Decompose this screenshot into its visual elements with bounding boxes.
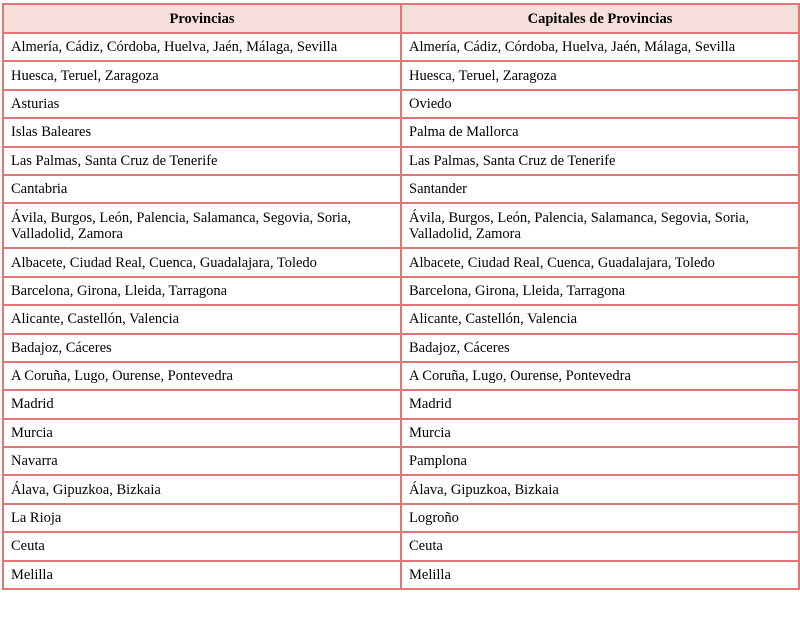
province-cell: A Coruña, Lugo, Ourense, Pontevedra bbox=[3, 362, 401, 390]
province-cell: Alicante, Castellón, Valencia bbox=[3, 305, 401, 333]
table-row bbox=[3, 61, 799, 89]
province-cell: La Rioja bbox=[3, 504, 401, 532]
table-row bbox=[3, 561, 799, 589]
province-cell: Almería, Cádiz, Córdoba, Huelva, Jaén, Málaga, Sevilla bbox=[3, 33, 401, 61]
capital-cell: Santander bbox=[401, 175, 799, 203]
province-cell: Ávila, Burgos, León, Palencia, Salamanca, Segovia, Soria, Valladolid, Zamora bbox=[3, 203, 401, 248]
province-cell: Albacete, Ciudad Real, Cuenca, Guadalajara, Toledo bbox=[3, 248, 401, 276]
capital-cell: A Coruña, Lugo, Ourense, Pontevedra bbox=[401, 362, 799, 390]
province-cell: Badajoz, Cáceres bbox=[3, 334, 401, 362]
capital-cell: Las Palmas, Santa Cruz de Tenerife bbox=[401, 147, 799, 175]
capital-cell: Badajoz, Cáceres bbox=[401, 334, 799, 362]
table-row bbox=[3, 504, 799, 532]
table-row bbox=[3, 362, 799, 390]
table-row bbox=[3, 305, 799, 333]
province-cell: Las Palmas, Santa Cruz de Tenerife bbox=[3, 147, 401, 175]
capital-cell: Álava, Gipuzkoa, Bizkaia bbox=[401, 475, 799, 503]
table-row bbox=[3, 475, 799, 503]
capital-cell: Almería, Cádiz, Córdoba, Huelva, Jaén, Málaga, Sevilla bbox=[401, 33, 799, 61]
province-cell: Islas Baleares bbox=[3, 118, 401, 146]
table-header-row bbox=[3, 4, 799, 33]
capital-cell: Ceuta bbox=[401, 532, 799, 560]
capital-cell: Barcelona, Girona, Lleida, Tarragona bbox=[401, 277, 799, 305]
province-cell: Navarra bbox=[3, 447, 401, 475]
column-header-capitals: Capitales de Provincias bbox=[401, 4, 799, 33]
capital-cell: Alicante, Castellón, Valencia bbox=[401, 305, 799, 333]
capital-cell: Albacete, Ciudad Real, Cuenca, Guadalajara, Toledo bbox=[401, 248, 799, 276]
table-row bbox=[3, 147, 799, 175]
table-row bbox=[3, 90, 799, 118]
province-cell: Álava, Gipuzkoa, Bizkaia bbox=[3, 475, 401, 503]
province-cell: Asturias bbox=[3, 90, 401, 118]
table-row bbox=[3, 447, 799, 475]
capital-cell: Oviedo bbox=[401, 90, 799, 118]
table-row bbox=[3, 248, 799, 276]
table-row bbox=[3, 203, 799, 248]
capital-cell: Melilla bbox=[401, 561, 799, 589]
table-row bbox=[3, 277, 799, 305]
province-cell: Murcia bbox=[3, 419, 401, 447]
province-cell: Barcelona, Girona, Lleida, Tarragona bbox=[3, 277, 401, 305]
capital-cell: Ávila, Burgos, León, Palencia, Salamanca, Segovia, Soria, Valladolid, Zamora bbox=[401, 203, 799, 248]
table-row bbox=[3, 419, 799, 447]
province-cell: Cantabria bbox=[3, 175, 401, 203]
table-row bbox=[3, 118, 799, 146]
province-cell: Ceuta bbox=[3, 532, 401, 560]
table-row bbox=[3, 175, 799, 203]
table-row bbox=[3, 33, 799, 61]
provinces-table bbox=[2, 3, 800, 590]
capital-cell: Pamplona bbox=[401, 447, 799, 475]
province-cell: Melilla bbox=[3, 561, 401, 589]
table-row bbox=[3, 334, 799, 362]
table-row bbox=[3, 390, 799, 418]
capital-cell: Palma de Mallorca bbox=[401, 118, 799, 146]
capital-cell: Huesca, Teruel, Zaragoza bbox=[401, 61, 799, 89]
capital-cell: Murcia bbox=[401, 419, 799, 447]
table-row bbox=[3, 532, 799, 560]
capital-cell: Madrid bbox=[401, 390, 799, 418]
province-cell: Madrid bbox=[3, 390, 401, 418]
capital-cell: Logroño bbox=[401, 504, 799, 532]
province-cell: Huesca, Teruel, Zaragoza bbox=[3, 61, 401, 89]
column-header-provinces: Provincias bbox=[3, 4, 401, 33]
